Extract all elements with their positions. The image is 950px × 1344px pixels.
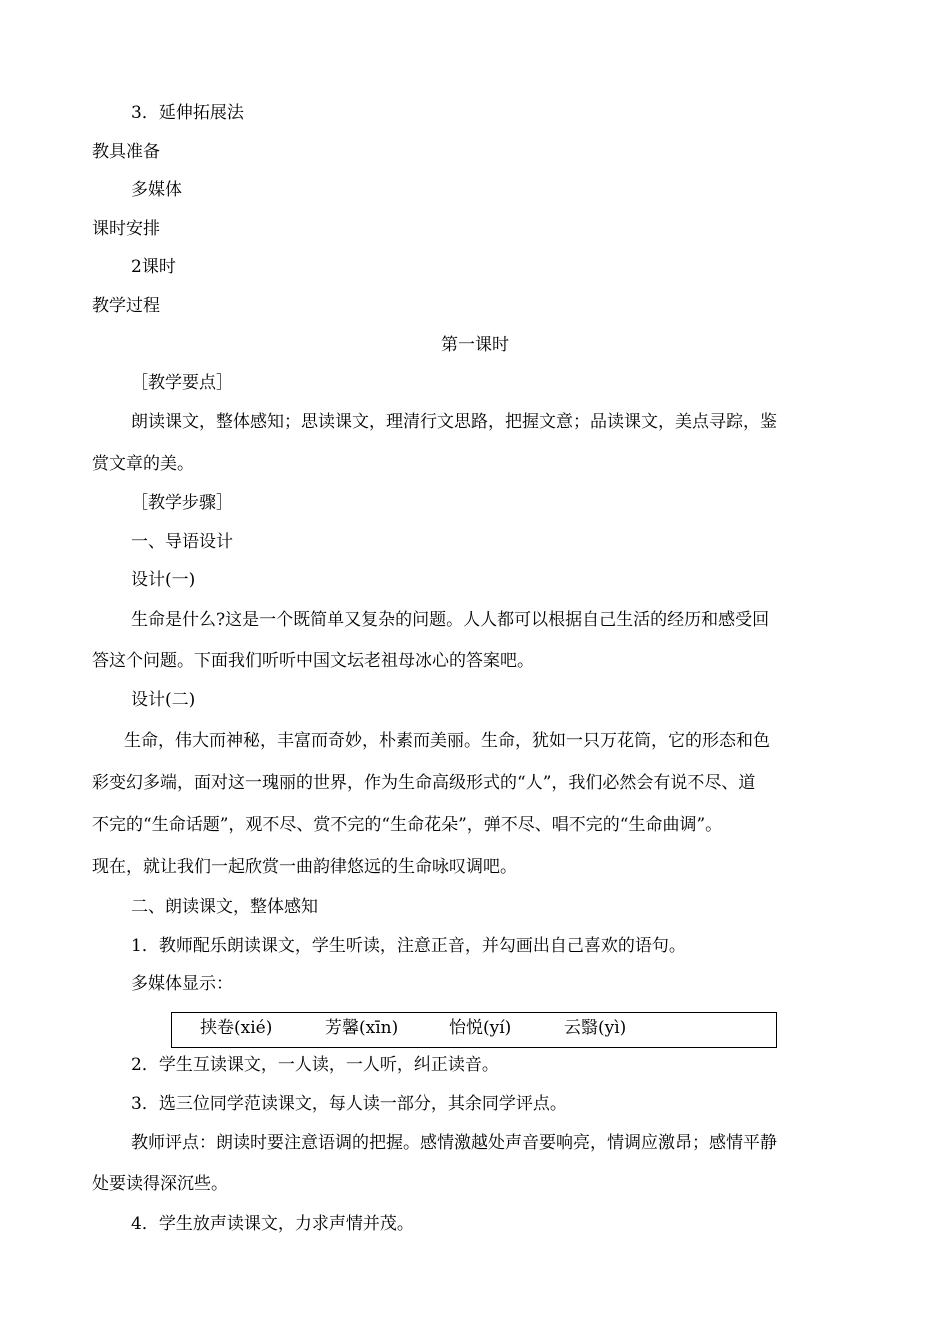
paragraph-line: 现在，就让我们一起欣赏一曲韵律悠远的生命咏叹调吧。 xyxy=(92,857,517,877)
paragraph-line: 不完的“生命话题”，观不尽、赏不完的“生命花朵”，弹不尽、唱不完的“生命曲调”。 xyxy=(92,815,723,835)
paragraph-line: 生命，伟大而神秘，丰富而奇妙，朴素而美丽。生命，犹如一只万花筒，它的形态和色 xyxy=(124,731,770,751)
paragraph-line: 彩变幻多端，面对这一瑰丽的世界，作为生命高级形式的“人”，我们必然会有说不尽、道 xyxy=(92,773,756,793)
paragraph-line: 朗读课文，整体感知；思读课文，理清行文思路，把握文意；品读课文，美点寻踪，鉴 xyxy=(131,412,777,432)
pinyin-word: 云翳(yì) xyxy=(564,1018,627,1038)
paragraph-line: 生命是什么?这是一个既简单又复杂的问题。人人都可以根据自己生活的经历和感受回 xyxy=(131,610,770,630)
step-item-1: 1．教师配乐朗读课文，学生听读，注意正音，并勾画出自己喜欢的语句。 xyxy=(131,936,686,956)
pinyin-word: 挟卷(xié) xyxy=(200,1018,273,1038)
step-item-2: 2．学生互读课文，一人读，一人听，纠正读音。 xyxy=(131,1055,499,1075)
section-heading-schedule: 课时安排 xyxy=(92,219,160,239)
paragraph-line: 答这个问题。下面我们听听中国文坛老祖母冰心的答案吧。 xyxy=(92,651,534,671)
subheading-steps: ［教学步骤］ xyxy=(131,493,233,513)
pinyin-word: 怡悦(yí) xyxy=(449,1018,512,1038)
schedule-text: 2课时 xyxy=(131,257,176,277)
section-heading-teaching-aids: 教具准备 xyxy=(92,142,160,162)
teaching-aids-text: 多媒体 xyxy=(131,180,182,200)
multimedia-label: 多媒体显示： xyxy=(131,974,233,994)
step-heading-2: 二、朗读课文，整体感知 xyxy=(131,897,318,917)
pinyin-box xyxy=(171,1012,777,1048)
design-label-2: 设计(二) xyxy=(131,690,196,710)
paragraph-line: 教师评点：朗读时要注意语调的把握。感情激越处声音要响亮，情调应激昂；感情平静 xyxy=(131,1133,777,1153)
subheading-key-points: ［教学要点］ xyxy=(131,373,233,393)
design-label-1: 设计(一) xyxy=(131,570,196,590)
paragraph-line: 处要读得深沉些。 xyxy=(92,1174,228,1194)
step-item-3: 3．选三位同学范读课文，每人读一部分，其余同学评点。 xyxy=(131,1094,567,1114)
lesson-title: 第一课时 xyxy=(441,335,509,355)
section-heading-process: 教学过程 xyxy=(92,296,160,316)
pinyin-word: 芳馨(xīn) xyxy=(325,1018,399,1038)
step-item-4: 4．学生放声读课文，力求声情并茂。 xyxy=(131,1214,414,1234)
paragraph-line: 赏文章的美。 xyxy=(92,454,194,474)
step-heading-1: 一、导语设计 xyxy=(131,532,233,552)
method-item-3: 3．延伸拓展法 xyxy=(131,103,244,123)
